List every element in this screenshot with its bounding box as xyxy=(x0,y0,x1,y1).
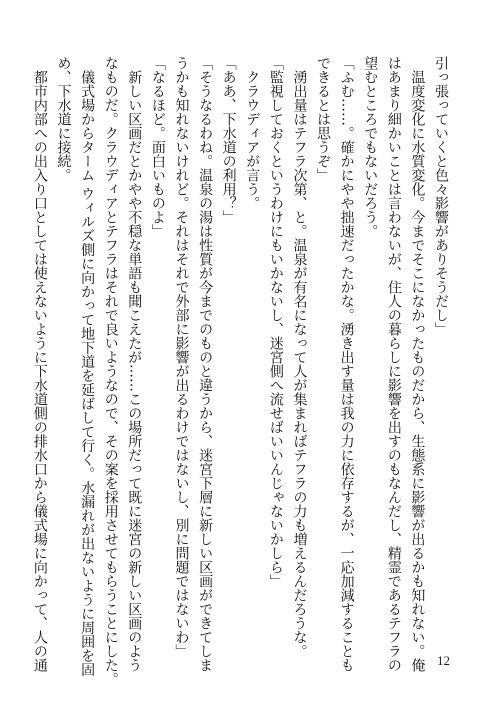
text-line: 儀式場からターム ウィルズ側に向かって地下道を延ばして行く。水漏れが出ないように周囲を固 xyxy=(79,56,96,677)
text-line: め、下水道に接続。 xyxy=(55,56,72,182)
text-line: できるとは思うぞ」 xyxy=(315,56,332,182)
text-line: 都市内部への出入り口としては使えないように下水道側の排水口から儀式場に向かって、人の通 xyxy=(31,56,48,672)
text-line: 望むところでもないだろう。 xyxy=(362,56,379,238)
text-line: 「監視しておくというわけにもいかないし、迷宮側へ流せばいいんじゃないかしら」 xyxy=(267,56,284,588)
text-line: 温度変化に水質変化。今までそこになかったものだから、生態系に影響が出るかも知れない。俺 xyxy=(409,56,426,672)
page-number: 12 xyxy=(437,653,450,668)
text-line: なものだ。クラウディアとテフラはそれで良いようなので、その案を採用させてもらうことにした。 xyxy=(102,56,119,686)
text-line: うかも知れないけれど。それはそれで外部に影響が出るわけではないし、別に問題ではないわ」 xyxy=(173,56,190,658)
text-line: 「ああ、下水道の利用？」 xyxy=(220,56,237,224)
text-line: 「なるほど。面白いものよ」 xyxy=(149,56,166,238)
text-line: クラウディアが言う。 xyxy=(244,56,261,210)
text-line: 「そうなるわね。温泉の湯は性質が今までのものと違うから、迷宮下層に新しい区画ができてしま xyxy=(197,56,214,672)
text-line: 「ふむ……。確かにやや拙速だったかな。湧き出す量は我の力に依存するが、一応加減することも xyxy=(338,56,355,672)
text-line: はあまり細かいことは言わないが、住人の暮らしに影響を出すのもなんだし、精霊であるテフラの xyxy=(385,56,402,672)
text-line: 湧出量はテフラ次第、と。温泉が有名になって人が集まればテフラの力も増えるんだろうな。 xyxy=(291,56,308,658)
text-line: 新しい区画だとかやや不穏な単語も聞こえたが……この場所だって既に迷宮の新しい区画のよう xyxy=(126,56,143,672)
text-line: 引っ張っていくと色々影響がありそうだし」 xyxy=(433,56,449,336)
